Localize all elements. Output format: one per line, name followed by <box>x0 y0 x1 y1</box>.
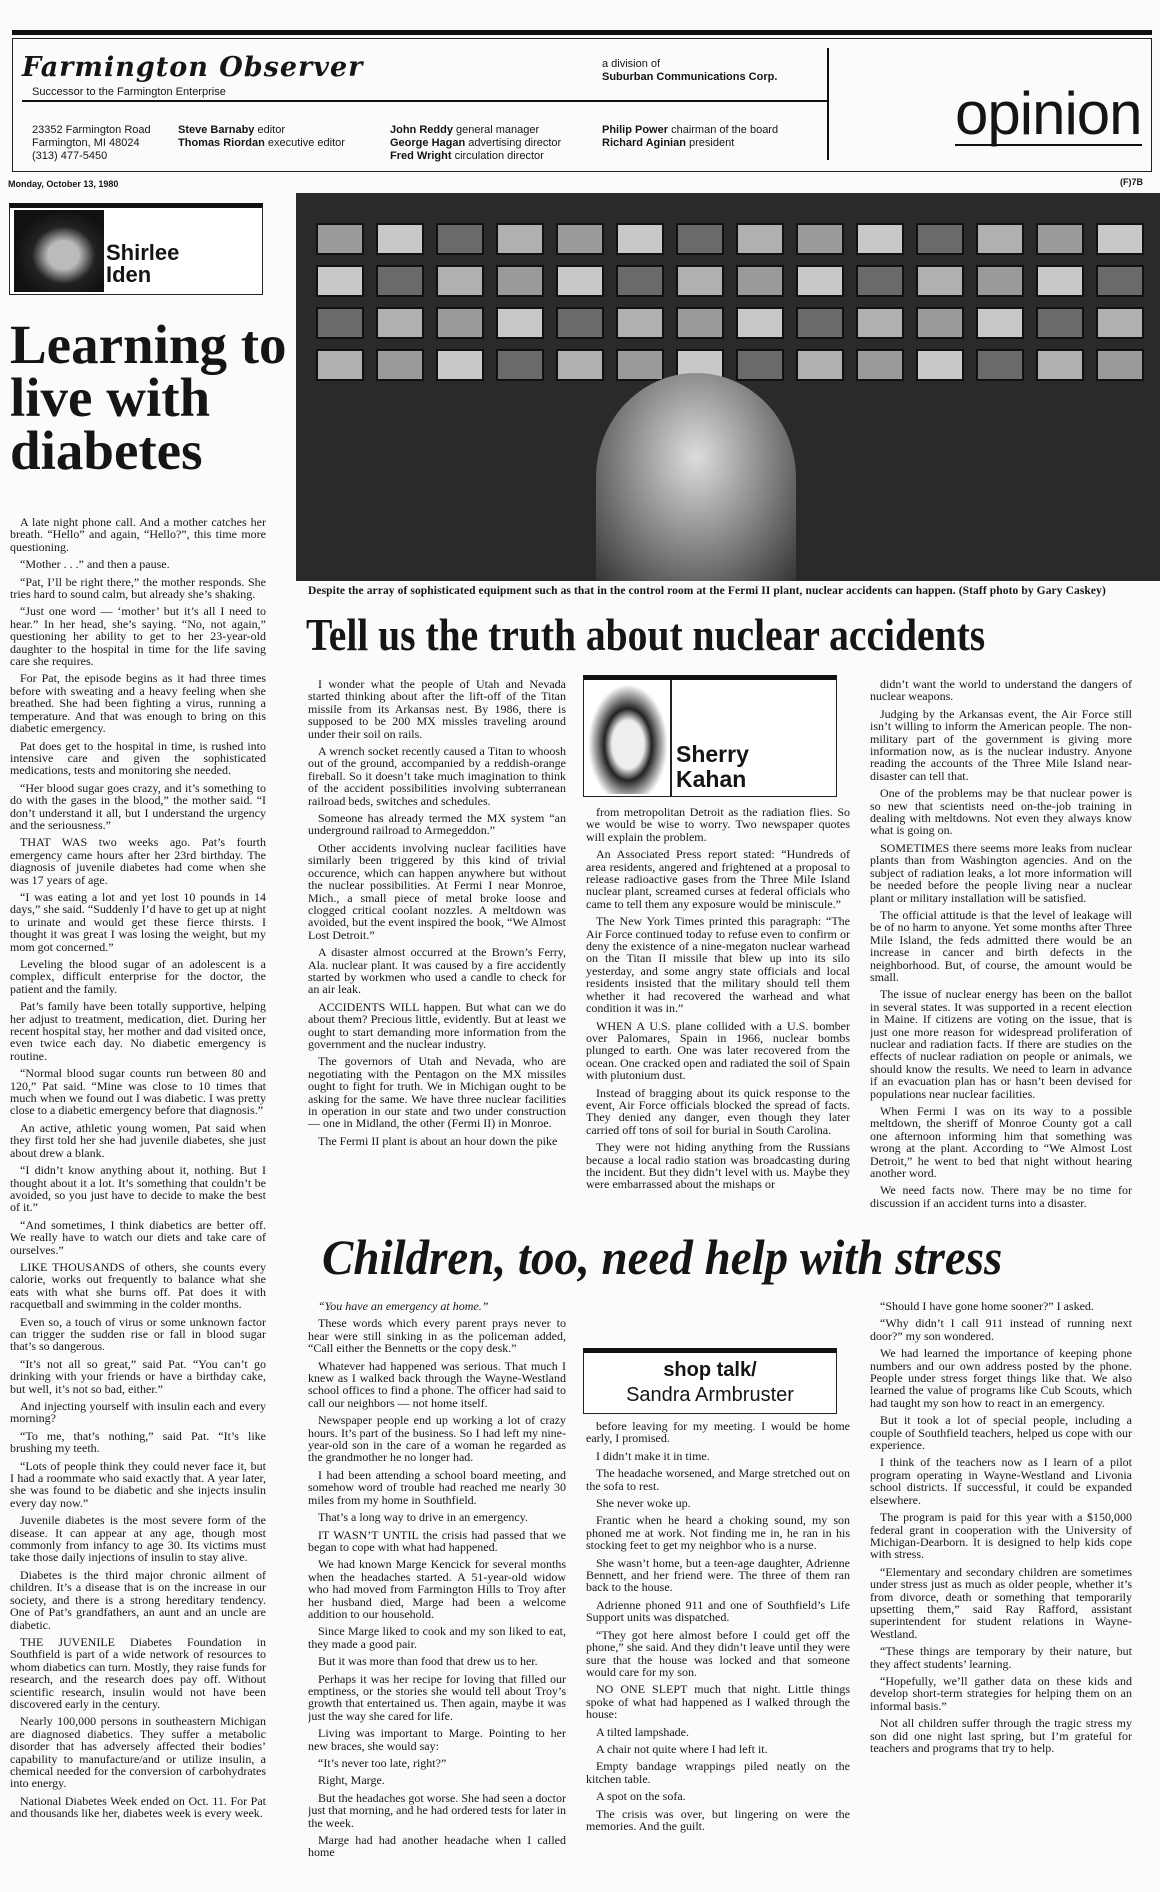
paragraph: The Fermi II plant is about an hour down the pike <box>318 1133 558 1148</box>
control-panel <box>436 265 484 297</box>
nuclear-headline: Tell us the truth about nuclear accidents <box>306 609 986 660</box>
paragraph: Not all children suffer through the tragic stress my son did one night last spring, but I’m grateful for teachers and programs that try to help. <box>870 1716 1132 1755</box>
staff-group <box>390 124 561 163</box>
control-panel <box>976 349 1024 381</box>
paragraph: “Mother . . .” and then a pause. <box>20 557 170 572</box>
paragraph: An active, athletic young women, Pat said when they first told her she had juvenile diabetes, she just about drew a blank. <box>10 1120 266 1160</box>
paragraph: The program is paid for this year with a $150,000 federal grant in cooperation with the University of Michigan-Dearborn. It is designed to help kids cope with stress. <box>870 1510 1132 1562</box>
paragraph: Frantic when he heard a choking sound, my son phoned me at work. Not finding me in, he ran in his stocking feet to get my neighbor who is a nurse. <box>586 1513 850 1553</box>
staff-name: Thomas Riordan <box>178 137 265 149</box>
paragraph: Whatever had happened was serious. That much I knew as I walked back through the Wayne-Westland school offices to find a phone. The officer had said to call our neighbors — not home itself. <box>308 1358 566 1410</box>
tagline: Successor to the Farmington Enterprise <box>32 86 226 98</box>
control-panel <box>1096 223 1144 255</box>
first-name: Shirlee <box>106 240 180 265</box>
paragraph: I think of the teachers now as I learn of a pilot program operating in Wayne-Westland and Livonia school districts. If successful, it could be expanded elsewhere. <box>870 1455 1132 1507</box>
issue-date: Monday, October 13, 1980 <box>8 179 119 189</box>
control-panel <box>496 223 544 255</box>
paragraph: Since Marge liked to cook and my son liked to eat, they made a good pair. <box>308 1624 566 1651</box>
columnist-box <box>9 203 263 295</box>
paragraph: The New York Times printed this paragraph: “The Air Force continued today to refuse even to confirm or deny the existence of a nine-megaton nuclear warhead on the Titan II missile that blew up into its silo yesterday, and some angry state officials and local residents insisted that the military should tell them whether it had recovered the warhead and what condition it was in.” <box>586 914 850 1016</box>
paragraph: LIKE THOUSANDS of others, she counts every calorie, works out frequently to balance what she eats with what she burns off. Pat does it with racquetball and swimming in the colder months. <box>10 1259 266 1312</box>
control-panel <box>796 349 844 381</box>
control-panel <box>856 349 904 381</box>
paragraph: Empty bandage wrappings piled neatly on the kitchen table. <box>586 1759 850 1786</box>
nuclear-col-3 <box>870 678 1132 1223</box>
paragraph: Perhaps it was her recipe for loving that filled our emptiness, or the stories she would tell about Troy’s growth that entertained us. Then again, maybe it was just the way she cared for life. <box>308 1671 566 1723</box>
city: Farmington, MI 48024 <box>32 137 140 149</box>
control-panel <box>316 223 364 255</box>
stress-col-2 <box>586 1420 850 1882</box>
control-panel <box>676 307 724 339</box>
paragraph: She wasn’t home, but a teen-age daughter, Adrienne Bennett, and her friend were. The three of them ran back to the house. <box>586 1555 850 1595</box>
paragraph: Other accidents involving nuclear facilities have similarly been triggered by this kind of trivial occurence, which can happen anywhere but without the nuclear possibilities. At Fermi I near Monroe, Mich., a small piece of metal broke loose and clogged critical coolant nozzles. A meltdown was avoided, but the event inspired the book, “We Almost Lost Detroit.” <box>308 840 566 942</box>
divider <box>827 48 829 160</box>
control-panel <box>436 223 484 255</box>
control-panel <box>976 223 1024 255</box>
paragraph: Someone has already termed the MX system “an underground railroad to Armegeddon.” <box>308 811 566 838</box>
paragraph: Pat’s family have been totally supportive, helping her adjust to treatment, medication, diet. During her recent hospital stay, her mother and dad visited once, even twice each day. No diabetic emergency is routine. <box>10 999 266 1063</box>
column-name: shop talk/ <box>663 1359 757 1381</box>
control-panel <box>736 307 784 339</box>
staff-name: Steve Barnaby <box>178 124 255 136</box>
divider <box>22 100 827 102</box>
paragraph: But the headaches got worse. She had seen a doctor just that morning, and he had ordered tests for later in the week. <box>308 1790 566 1830</box>
headline-line: live with <box>10 367 211 428</box>
paragraph: Marge had had another headache when I called home <box>308 1833 566 1860</box>
control-panel <box>316 349 364 381</box>
control-panel <box>376 265 424 297</box>
paragraph: “You have an emergency at home.” <box>318 1300 489 1313</box>
control-panel <box>496 307 544 339</box>
paragraph: When Fermi I was on its way to a possible meltdown, the sheriff of Monroe County got a call one afternoon informing him that something was wrong at the plant. According to “We Almost Lost Detroit,” he went to bed that night without hearing another word. <box>870 1104 1132 1181</box>
control-panel <box>976 265 1024 297</box>
paragraph: “Hopefully, we’ll gather data on these kids and develop short-term strategies for helping them on an informal basis.” <box>870 1673 1132 1713</box>
diabetes-article <box>10 516 266 1884</box>
paragraph: Adrienne phoned 911 and one of Southfield’s Life Support units was dispatched. <box>586 1597 850 1625</box>
control-panel <box>376 223 424 255</box>
paragraph: Right, Marge. <box>318 1773 385 1788</box>
control-panel <box>616 349 664 381</box>
control-panel <box>436 307 484 339</box>
paragraph: Judging by the Arkansas event, the Air Force still isn’t willing to inform the American people. The non-military part of the government is giving more information now, as is the nuclear industry. Anyone reading the accounts of the Three Mile Island near-disaster can tell that. <box>870 706 1132 783</box>
control-panel <box>496 349 544 381</box>
paragraph: Diabetes is the third major chronic ailment of children. It’s a disease that is on the increase in our society, and there is a strong hereditary tendency. One of Pat’s grandfathers, an aunt and an uncle are diabetic. <box>10 1567 266 1632</box>
paragraph: from metropolitan Detroit as the radiation flies. So we would be wise to worry. Two newspaper quotes will explain the problem. <box>586 806 850 844</box>
columnist-photo <box>14 210 104 292</box>
phone: (313) 477-5450 <box>32 150 108 162</box>
nuclear-col-2 <box>586 806 850 1222</box>
control-panel <box>1096 349 1144 381</box>
paragraph: “Why didn’t I call 911 instead of running next door?” my son wondered. <box>870 1316 1132 1343</box>
paragraph: A late night phone call. And a mother catches her breath. “Hello” and again, “Hello?”, this time more questioning. <box>10 516 266 554</box>
headline-line: Learning to <box>10 314 287 375</box>
control-panel <box>616 223 664 255</box>
stress-headline: Children, too, need help with stress <box>322 1229 1003 1285</box>
paragraph: Newspaper people end up working a lot of crazy hours. It’s part of the business. So I had left my nine-year-old son in the care of a woman he regarded as the grandmother he no longer had. <box>308 1413 566 1465</box>
control-panel <box>916 349 964 381</box>
division-info <box>602 58 777 84</box>
paragraph: That’s a long way to drive in an emergency. <box>318 1510 528 1525</box>
paragraph: We need facts now. There may be no time for discussion if an accident turns into a disaster. <box>870 1183 1132 1210</box>
paragraph: We had learned the importance of keeping phone numbers and our own address posted by the phone. People under stress forget things like that. We also learned the value of programs like Cub Scouts, which had taught my son how to react in an emergency. <box>870 1346 1132 1410</box>
control-panel <box>916 307 964 339</box>
paragraph: Nearly 100,000 persons in southeastern Michigan are diagnosed diabetics. They suffer a metabolic disorder that has adversely affected their bodies’ capability to manufacture/and or utilize insulin, a chemical needed for the conversion of carbohydrates into energy. <box>10 1714 266 1791</box>
control-panel <box>736 349 784 381</box>
paragraph: THAT WAS two weeks ago. Pat’s fourth emergency came hours after her 23rd birthday. The diagnosis of juvenile diabetes had come when she was 17 years of age. <box>10 835 266 887</box>
paragraph: The governors of Utah and Nevada, who are negotiating with the Pentagon on the MX missiles ought to fight for truth. We in Michigan ought to be asking for the same. We have three nuclear facilities in operation in our state and two under construction — one in Midland, the other (Fermi II) in Monroe. <box>308 1054 566 1131</box>
control-panel <box>436 349 484 381</box>
paragraph: One of the problems may be that nuclear power is so new that scientists need on-the-job training in dealing with meltdowns. Not even they always know what is going on. <box>870 786 1132 838</box>
paragraph: “Her blood sugar goes crazy, and it’s something to do with the gases in the blood,” the mother said. “I don’t understand it all, but I understand the urgency and the seriousness.” <box>10 780 266 832</box>
paragraph: An Associated Press report stated: “Hundreds of area residents, angered and frightened at a proposal to release radioactive gases from the Three Mile Island nuclear plant, screamed curses at federal officials who came to tell them any exposure would be miniscule.” <box>586 847 850 911</box>
paragraph: “Normal blood sugar counts run between 80 and 120,” Pat said. “Mine was close to 10 times that much when we found out I was diabetic. I was pretty close to a diabetic emergency before that diagnosis.” <box>10 1066 266 1118</box>
paragraph: “I was eating a lot and yet lost 10 pounds in 14 days,” she said. “Suddenly I’d have to get up at night to urinate and would get these fierce thirsts. I thought it was great I was losing the weight, but my mom got concerned.” <box>10 889 266 954</box>
control-panel <box>916 223 964 255</box>
staff-name: John Reddy <box>390 124 453 136</box>
paragraph: A spot on the sofa. <box>596 1789 686 1804</box>
control-panel <box>1036 223 1084 255</box>
paragraph: The headache worsened, and Marge stretched out on the sofa to rest. <box>586 1466 850 1493</box>
columnist-name: Sandra Armbruster <box>626 1384 794 1406</box>
headline-line: diabetes <box>10 420 203 481</box>
staff-role: advertising director <box>468 137 562 149</box>
paragraph: IT WASN’T UNTIL the crisis had passed that we began to cope with what had happened. <box>308 1527 566 1554</box>
paragraph: didn’t want the world to understand the dangers of nuclear weapons. <box>870 678 1132 704</box>
control-panel <box>1036 349 1084 381</box>
division-line: a division of <box>602 58 661 70</box>
control-panel <box>856 307 904 339</box>
top-rule <box>12 30 1152 35</box>
paragraph: Leveling the blood sugar of an adolescent is a complex, difficult enterprise for the doctor, the patient and the family. <box>10 957 266 996</box>
paragraph: SOMETIMES there seems more leaks from nuclear plants than from Washington agencies. And on the subject of radiation leaks, a lot more information will be needed before the people living near a nuclear plant or military installation will be satisfied. <box>870 840 1132 905</box>
paragraph: Even so, a touch of virus or some unknown factor can trigger the sudden rise or fall in blood sugar that’s so dangerous. <box>10 1314 266 1354</box>
control-panel <box>1036 307 1084 339</box>
staff-name: Fred Wright <box>390 150 452 162</box>
paragraph: Pat does get to the hospital in time, is rushed into intensive care and given the sophisticated medications, tests and monitoring she needed. <box>10 738 266 778</box>
control-panel <box>556 349 604 381</box>
paragraph: A tilted lampshade. <box>596 1724 689 1739</box>
paragraph: I wonder what the people of Utah and Nevada started thinking about after the lift-off of the Titan missile from its Arkansas nest. By 1986, there is supposed to be 200 MX missles traveling around under their soil on rails. <box>308 678 566 741</box>
control-panel <box>316 265 364 297</box>
paragraph: We had known Marge Kencick for several months when the headaches started. A 51-year-old widow who had moved from Farmington Hills to Troy after her husband died, Marge had been a welcome addition to our household. <box>308 1557 566 1621</box>
photo-caption: Despite the array of sophisticated equipment such as that in the control room at the Fermi II plant, nuclear accidents can happen. (Staff photo by Gary Caskey) <box>308 585 1106 597</box>
paragraph: The official attitude is that the level of leakage will be of no harm to anyone. Yet some months after Three Mile Island, the feds admitted there would be an increase in cancer and birth defects in the neighborhood. But, of course, the amount would be small. <box>870 907 1132 984</box>
paragraph: Living was important to Marge. Pointing to her new braces, she would say: <box>308 1726 566 1753</box>
paragraph: “Lots of people think they could never face it, but I had a roommate who said exactly that. A year later, she was found to be diabetic and she injects insulin every day now.” <box>10 1458 266 1510</box>
paragraph: They were not hiding anything from the Russians because a local radio station was broadcasting during the incident. But they didn’t level with us. Maybe they were embarrassed about the mishaps or <box>586 1140 850 1192</box>
columnist-photo <box>588 684 668 794</box>
paragraph: Juvenile diabetes is the most severe form of the disease. It can appear at any age, though most commonly from infancy to age 30. Its victims must take those daily injections of insulin to stay alive. <box>10 1513 266 1565</box>
staff-role: chairman of the board <box>671 124 779 136</box>
paragraph: For Pat, the episode begins as it had three times before with sweating and a heavy feeling when she breathed. She had been fighting a virus, running a temperature. And that was enough to bring on this diabetic emergency. <box>10 671 266 736</box>
control-panel <box>1096 265 1144 297</box>
paragraph: These words which every parent prays never to hear were still sinking in as the policeman added, “Call either the Bennetts or the copy desk.” <box>308 1316 566 1356</box>
control-panel <box>856 223 904 255</box>
paragraph: A disaster almost occurred at the Brown’s Ferry, Ala. nuclear plant. It was caused by a fire accidently started by workmen who used a candle to check for an air leak. <box>308 945 566 997</box>
paragraph: THE JUVENILE Diabetes Foundation in Southfield is part of a wide network of resources to whom diabetics can turn. Mostly, they raise funds for research, and the research does pay off. Without scientific research, insulin would not have been discovered early in the century. <box>10 1634 266 1711</box>
control-panel <box>736 265 784 297</box>
control-panel <box>616 265 664 297</box>
staff-role: executive editor <box>267 137 345 149</box>
control-panel <box>736 223 784 255</box>
paragraph: “Just one word — ‘mother’ but it’s all I need to hear.” In her head, she’s saying. “No, not again,” questioning her ability to get to her 23-year-old daughter to the hospital in time for the life saving care she requires. <box>10 604 266 669</box>
staff-name: George Hagan <box>390 137 466 149</box>
street: 23352 Farmington Road <box>32 124 151 136</box>
paragraph: But it took a lot of special people, including a couple of Southfield teachers, helped us cope with our experience. <box>870 1413 1132 1453</box>
columnist-name <box>106 242 179 286</box>
operator-figure <box>596 373 796 581</box>
staff-role: circulation director <box>454 150 544 162</box>
nameplate: Farmington Observer <box>22 52 364 83</box>
paragraph: The issue of nuclear energy has been on the ballot in several states. It was supported in a recent election in Maine. If citizens are voting on the issue, that is just one more reason for widespread proliferation of nuclear and radiation facts. If there are studies on the effects of nuclear radiation on people or animals, we should know the results. We need to learn in advance if an evacuation plan has or hasn’t been devised for populations near nuclear facilities. <box>870 987 1132 1101</box>
column-box <box>583 1348 837 1414</box>
division-company: Suburban Communications Corp. <box>602 71 778 83</box>
paragraph: And injecting yourself with insulin each and every morning? <box>10 1399 266 1426</box>
divider <box>670 680 672 796</box>
staff-name: Philip Power <box>602 124 669 136</box>
staff-role: general manager <box>456 124 540 136</box>
control-panel <box>556 307 604 339</box>
staff-role: editor <box>257 124 286 136</box>
control-panel <box>676 223 724 255</box>
diabetes-headline <box>10 314 287 481</box>
first-name: Sherry <box>676 741 749 767</box>
paragraph: Instead of bragging about its quick response to the event, Air Force officials blocked the spread of facts. They denied any danger, even though they later carried off tons of soil for burial in South Carolina. <box>586 1085 850 1137</box>
staff-group <box>602 124 778 150</box>
paragraph: But it was more than food that drew us to her. <box>318 1654 538 1669</box>
paragraph: I had been attending a school board meeting, and somehow word of trouble had reached me nearly 30 miles from my home in Southfield. <box>308 1467 566 1507</box>
nuclear-col-1 <box>308 678 566 1223</box>
paragraph: “It’s never too late, right?” <box>318 1756 447 1770</box>
control-panel <box>796 265 844 297</box>
control-panel <box>796 307 844 339</box>
control-panel <box>856 265 904 297</box>
control-panel <box>976 307 1024 339</box>
stress-col-1 <box>308 1300 566 1882</box>
staff-name: Richard Aginian <box>602 137 686 149</box>
paragraph: ACCIDENTS WILL happen. But what can we do about them? Precious little, evidently. But at least we ought to start demanding more information from the government and the nuclear industry. <box>308 999 566 1051</box>
paragraph: NO ONE SLEPT much that night. Little things spoke of what had happened as I walked through the house: <box>586 1682 850 1722</box>
control-panel <box>796 223 844 255</box>
control-panel <box>616 307 664 339</box>
paragraph: The crisis was over, but lingering on were the memories. And the guilt. <box>586 1806 850 1833</box>
paragraph: National Diabetes Week ended on Oct. 11. For Pat and thousands like her, diabetes week is every week. <box>10 1793 266 1821</box>
paragraph: “These things are temporary by their nature, but they affect students’ learning. <box>870 1644 1132 1671</box>
control-panel <box>1096 307 1144 339</box>
paragraph: WHEN A U.S. plane collided with a U.S. bomber over Palomares, Spain in 1966, nuclear bombs plunged to earth. One was later recovered from the ocean. One cracked open and radiated the soil of Spain with plutonium dust. <box>586 1018 850 1083</box>
control-panel <box>1036 265 1084 297</box>
paragraph: “It’s not all so great,” said Pat. “You can’t go drinking with your friends or have a birthday cake, but well, it’s not so bad, either.” <box>10 1356 266 1396</box>
paragraph: “They got here almost before I could get off the phone,” she said. And they didn’t leave until they were sure that the house was locked and that someone would care for my son. <box>586 1627 850 1679</box>
columnist-name <box>676 742 749 792</box>
control-room-photo <box>296 193 1160 581</box>
control-panel <box>376 307 424 339</box>
paragraph: She never woke up. <box>596 1496 691 1511</box>
control-panel <box>376 349 424 381</box>
paragraph: before leaving for my meeting. I would be home early, I promised. <box>586 1420 850 1446</box>
control-panel <box>556 265 604 297</box>
staff-role: president <box>689 137 735 149</box>
section-title: opinion <box>955 80 1142 147</box>
paragraph: “And sometimes, I think diabetics are better off. We really have to watch our diets and take care of ourselves.” <box>10 1217 266 1257</box>
address <box>32 124 151 163</box>
paragraph: “To me, that’s nothing,” said Pat. “It’s like brushing my teeth. <box>10 1428 266 1456</box>
columnist-box <box>583 675 837 797</box>
control-panel <box>556 223 604 255</box>
control-panel <box>496 265 544 297</box>
last-name: Iden <box>106 262 152 287</box>
control-panel <box>916 265 964 297</box>
paragraph: I didn’t make it in time. <box>596 1448 710 1463</box>
paragraph: “Should I have gone home sooner?” I asked. <box>880 1300 1094 1313</box>
control-panel <box>316 307 364 339</box>
control-panel <box>676 265 724 297</box>
paragraph: “Elementary and secondary children are sometimes under stress just as much as older people, whether it’s from divorce, death or something that temporarily upsetting them,” said Ray Rafford, assistant superintendent for student relations in Wayne-Westland. <box>870 1564 1132 1641</box>
page-number: (F)7B <box>1120 177 1143 187</box>
staff-group <box>178 124 345 150</box>
stress-col-3 <box>870 1300 1132 1882</box>
paragraph: A chair not quite where I had left it. <box>596 1741 768 1756</box>
paragraph: “I didn’t know anything about it, nothing. But I thought about it a lot. It’s something that couldn’t be avoided, so you just have to decide to make the best of it.” <box>10 1163 266 1215</box>
paragraph: A wrench socket recently caused a Titan to whoosh out of the ground, accompanied by a reddish-orange fireball. So it doesn’t take much imagination to think of the accident possibilities involving subterranean railroad beds, switches and schedules. <box>308 744 566 808</box>
paragraph: “Pat, I’ll be right there,” the mother responds. She tries hard to sound calm, but already she’s shaking. <box>10 574 266 602</box>
last-name: Kahan <box>676 766 747 792</box>
